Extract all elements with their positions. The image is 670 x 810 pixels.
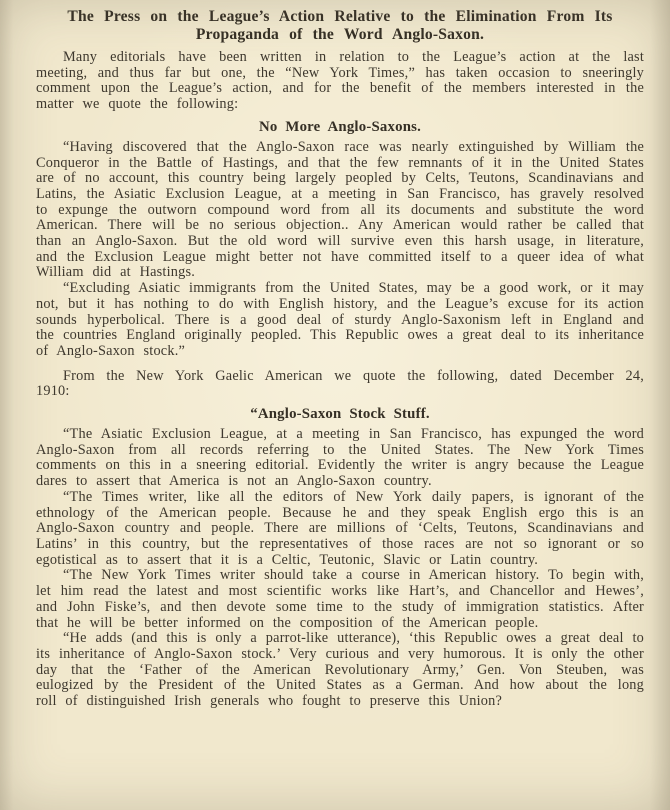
section-heading-no-more-anglo-saxons: No More Anglo-Saxons. <box>259 118 421 135</box>
page-title: The Press on the League’s Action Relative to the Elimination From Its Propaganda of the Word Anglo-Saxon. <box>67 8 613 43</box>
body-paragraph: “He adds (and this is only a parrot-like utterance), ‘this Republic owes a great deal to its inheritance of Anglo-Saxon stock.’ Very curious and very humorous. It is only the other day that the ‘Father of the American Revolutionary Army,’ Gen. Von Steuben, was eulogized by the President of the United States as a German. And how about the long roll of distinguished Irish generals who fought to preserve this Union? <box>36 630 644 710</box>
section-heading-anglo-saxon-stock-stuff: “Anglo-Saxon Stock Stuff. <box>250 406 430 423</box>
body-paragraph: “The Asiatic Exclusion League, at a meeting in San Francisco, has expunged the word Anglo-Saxon from all records referring to the United States. The New York Times comments on this in a sneering editorial. Evidently the writer is angry because the League dares to assert that America is not an Anglo-Saxon country. <box>36 426 644 490</box>
body-paragraph: “Excluding Asiatic immigrants from the United States, may be a good work, or it may not, but it has nothing to do with English history, and the League’s excuse for its action sounds hyperbolical. There is a good deal of sturdy Anglo-Saxonism left in England and the countries England originally peopled. This Republic owes a great deal to its inheritance of Anglo-Saxon stock.” <box>36 280 644 359</box>
body-paragraph: “Having discovered that the Anglo-Saxon race was nearly extinguished by William the Conqueror in the Battle of Hastings, and that the few remnants of it in the United States are of no account, this country being largely peopled by Celts, Teutons, Scandinavians and Latins, the Asiatic Exclusion League, at a meeting in San Francisco, has gravely resolved to expunge the outworn compound word from all its documents and substitute the word American. There will be no serious objection.. Any American would rather be called that than an Anglo-Saxon. But the old word will survive even this harsh usage, in literature, and the Exclusion League might better not have committed itself to a queer idea of what William did at Hastings. <box>36 138 644 281</box>
body-paragraph: From the New York Gaelic American we quote the following, dated December 24, 1910: <box>36 367 644 400</box>
body-paragraph: “The New York Times writer should take a course in American history. To begin with, let him read the latest and most scientific works like Hart’s, and Chancellor and Hewes’, and John Fiske’s, and then devote some time to the study of immigration statistics. After that he will be better informed on the composition of the American people. <box>36 567 644 631</box>
body-paragraph: Many editorials have been written in relation to the League’s action at the last meeting, and thus far but one, the “New York Times,” has taken occasion to sneeringly comment upon the League’s action, and for the benefit of the members interested in the matter we quote the following: <box>36 49 644 113</box>
body-paragraph: “The Times writer, like all the editors of New York daily papers, is ignorant of the ethnology of the American people. Because he and they speak English ergo this is an Anglo-Saxon country and people. There are millions of ‘Celts, Teutons, Scandinavians and Latins’ in this country, but the representatives of those races are not so ignorant or so egotistical as to assert that it is a Celtic, Teutonic, Slavic or Latin country. <box>36 488 644 568</box>
